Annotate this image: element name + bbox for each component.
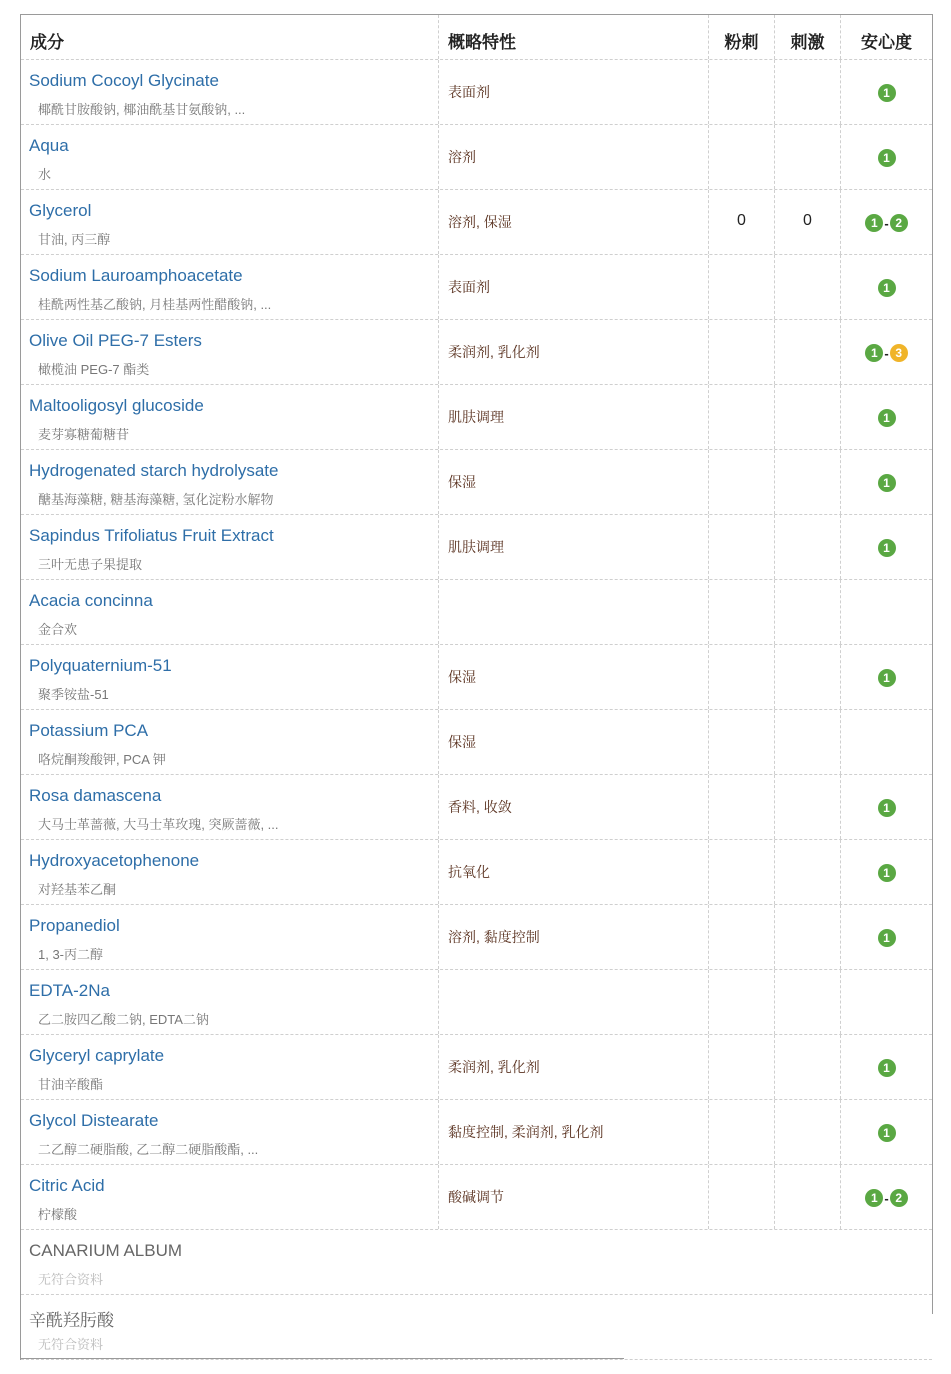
ingredient-name-cell [21,320,438,384]
ingredient-irritation-cell [774,1100,840,1164]
ingredient-irritation-cell [774,515,840,579]
ingredient-property: 柔润剂, 乳化剂 [448,344,540,360]
irritation-value: 0 [803,212,812,229]
ingredient-property-cell [438,450,708,514]
ingredient-safety-cell [840,710,932,774]
header-name: 成分 [30,33,64,52]
ingredient-safety-cell [840,1035,932,1099]
ingredient-row [21,710,932,775]
ingredient-property-cell [438,580,708,644]
ingredient-safety-cell [840,255,932,319]
ingredient-name-cell [21,775,438,839]
ingredient-irritation-cell [774,255,840,319]
ingredient-name-cell [21,840,438,904]
ingredient-name-cell [21,645,438,709]
safety-badge: 1 [878,279,896,297]
ingredient-property-cell [438,320,708,384]
ingredient-aliases: 咯烷酮羧酸钾, PCA 钾 [38,752,166,767]
ingredient-link[interactable]: Sapindus Trifoliatus Fruit Extract [29,526,274,545]
safety-rating [841,474,932,492]
ingredient-row [21,1100,932,1165]
no-data-note: 无符合资料 [38,1272,104,1287]
ingredient-row [21,1165,932,1230]
ingredient-property-cell [438,775,708,839]
ingredient-property-cell [438,1035,708,1099]
ingredient-safety-cell [840,970,932,1034]
ingredient-safety-cell [840,1100,932,1164]
ingredient-property-cell [438,60,708,124]
ingredient-property-cell [438,190,708,254]
safety-range-dash: - [884,1190,889,1206]
ingredient-aliases: 乙二胺四乙酸二钠, EDTA二钠 [38,1012,209,1027]
ingredient-link[interactable]: Acacia concinna [29,591,153,610]
ingredient-name-cell [21,190,438,254]
ingredient-property-cell [438,125,708,189]
ingredient-property: 保湿 [448,474,476,490]
safety-badge: 1 [878,669,896,687]
ingredient-link[interactable]: Sodium Lauroamphoacetate [29,266,243,285]
ingredient-property: 保湿 [448,734,476,750]
ingredient-irritation-cell [774,1035,840,1099]
ingredient-aliases: 醣基海藻糖, 糖基海藻糖, 氢化淀粉水解物 [38,492,274,507]
ingredient-name-cell [21,515,438,579]
safety-badge: 1 [878,864,896,882]
ingredient-name-cell [21,60,438,124]
ingredient-irritation-cell [774,125,840,189]
header-property-cell [438,15,708,59]
ingredient-irritation-cell [774,710,840,774]
ingredient-acne-cell [708,840,774,904]
ingredient-name-cell [21,580,438,644]
ingredient-property-cell [438,255,708,319]
header-acne: 粉刺 [724,33,759,52]
ingredient-row [21,190,932,255]
safety-rating [841,669,932,687]
ingredient-acne-cell [708,125,774,189]
safety-rating [841,344,932,362]
ingredient-link[interactable]: Polyquaternium-51 [29,656,172,675]
ingredient-irritation-cell [774,1165,840,1229]
ingredient-irritation-cell [774,645,840,709]
ingredient-acne-cell [708,320,774,384]
header-acne-cell [708,15,774,59]
ingredient-safety-cell [840,775,932,839]
no-data-cell [21,1230,932,1294]
ingredient-irritation-cell [774,190,840,254]
ingredient-row [21,580,932,645]
ingredient-irritation-cell [774,320,840,384]
ingredient-link[interactable]: Sodium Cocoyl Glycinate [29,71,219,90]
ingredient-irritation-cell [774,970,840,1034]
ingredient-aliases: 橄榄油 PEG-7 酯类 [38,362,150,377]
ingredient-aliases: 1, 3-丙二醇 [38,947,104,962]
header-safety-cell [840,15,932,59]
ingredient-link[interactable]: Potassium PCA [29,721,149,740]
ingredient-name-cell [21,1035,438,1099]
header-irritation: 刺激 [790,33,825,52]
ingredient-property: 肌肤调理 [448,409,504,425]
ingredient-acne-cell [708,710,774,774]
ingredient-link[interactable]: Hydroxyacetophenone [29,851,200,870]
ingredient-link[interactable]: Propanediol [29,916,120,935]
ingredient-property-cell [438,1165,708,1229]
safety-rating [841,149,932,167]
header-irritation-cell [774,15,840,59]
safety-badge: 1 [865,344,883,362]
ingredient-safety-cell [840,840,932,904]
no-data-ingredient-name: 辛酰羟肟酸 [29,1311,114,1330]
ingredient-row [21,1035,932,1100]
ingredient-acne-cell [708,385,774,449]
safety-badge: 1 [878,409,896,427]
safety-badge: 2 [890,214,908,232]
safety-rating [841,929,932,947]
ingredient-aliases: 柠檬酸 [38,1207,78,1222]
header-property: 概略特性 [448,33,516,52]
ingredient-row [21,970,932,1035]
ingredient-link[interactable]: Glycol Distearate [29,1111,159,1130]
ingredient-name-cell [21,1165,438,1229]
no-data-cell [21,1295,932,1359]
ingredient-acne-cell [708,775,774,839]
ingredient-aliases: 麦芽寡糖葡糖苷 [38,427,130,442]
no-data-ingredient-name: CANARIUM ALBUM [29,1241,183,1260]
ingredient-link[interactable]: Hydrogenated starch hydrolysate [29,461,279,480]
ingredient-safety-cell [840,1165,932,1229]
ingredient-property: 香料, 收敛 [448,799,512,815]
safety-badge: 1 [878,149,896,167]
ingredient-safety-cell [840,320,932,384]
safety-rating [841,279,932,297]
ingredient-acne-cell [708,645,774,709]
table-border-right [932,14,933,1314]
ingredient-acne-cell [708,580,774,644]
no-data-note: 无符合资料 [38,1337,104,1352]
ingredient-row [21,385,932,450]
ingredient-aliases: 二乙醇二硬脂酸, 乙二醇二硬脂酸酯, ... [38,1142,259,1157]
ingredient-safety-cell [840,515,932,579]
safety-rating [841,799,932,817]
safety-rating [841,84,932,102]
ingredient-irritation-cell [774,580,840,644]
ingredient-acne-cell [708,905,774,969]
ingredient-aliases: 椰酰甘胺酸钠, 椰油酰基甘氨酸钠, ... [38,102,246,117]
ingredient-name-cell [21,970,438,1034]
ingredient-property-cell [438,905,708,969]
ingredient-acne-cell [708,450,774,514]
ingredient-aliases: 三叶无患子果提取 [38,557,143,572]
header-name-cell [21,15,438,59]
ingredient-link[interactable]: Glycerol [29,201,92,220]
ingredient-property: 柔润剂, 乳化剂 [448,1059,540,1075]
ingredient-link[interactable]: Rosa damascena [29,786,162,805]
ingredient-row [21,840,932,905]
ingredient-name-cell [21,710,438,774]
ingredient-property-cell [438,645,708,709]
ingredient-acne-cell [708,1165,774,1229]
ingredient-property: 黏度控制, 柔润剂, 乳化剂 [448,1124,604,1140]
ingredient-irritation-cell [774,385,840,449]
ingredient-acne-cell [708,60,774,124]
safety-badge: 1 [878,539,896,557]
safety-rating [841,1059,932,1077]
acne-value: 0 [737,212,746,229]
ingredient-name-cell [21,905,438,969]
ingredient-name-cell [21,385,438,449]
ingredient-safety-cell [840,580,932,644]
safety-badge: 1 [878,84,896,102]
safety-rating [841,864,932,882]
safety-rating [841,214,932,232]
ingredient-acne-cell [708,1035,774,1099]
ingredient-acne-cell [708,515,774,579]
ingredient-safety-cell [840,905,932,969]
ingredient-link[interactable]: EDTA-2Na [29,981,110,1000]
ingredient-aliases: 甘油辛酸酯 [38,1077,104,1092]
safety-badge: 1 [878,799,896,817]
safety-badge: 1 [878,1059,896,1077]
ingredient-property: 保湿 [448,669,476,685]
ingredient-property: 表面剂 [448,84,490,100]
ingredient-property: 表面剂 [448,279,490,295]
ingredient-property-cell [438,970,708,1034]
ingredient-property: 抗氧化 [448,864,490,880]
safety-range-dash: - [884,215,889,231]
ingredient-row [21,515,932,580]
ingredient-property-cell [438,840,708,904]
ingredient-acne-cell [708,1100,774,1164]
ingredient-safety-cell [840,450,932,514]
ingredient-row [21,450,932,515]
ingredient-row [21,60,932,125]
safety-badge: 3 [890,344,908,362]
ingredient-property-cell [438,515,708,579]
ingredient-acne-cell [708,970,774,1034]
ingredient-irritation-cell [774,840,840,904]
ingredient-row [21,905,932,970]
ingredient-aliases: 聚季铵盐-51 [38,687,109,702]
ingredient-property: 溶剂, 保湿 [448,214,512,230]
ingredient-aliases: 水 [38,167,52,182]
table-header [21,15,932,60]
ingredient-link[interactable]: Aqua [29,136,69,155]
ingredient-name-cell [21,125,438,189]
ingredient-aliases: 桂酰两性基乙酸钠, 月桂基两性醋酸钠, ... [38,297,272,312]
ingredient-aliases: 金合欢 [38,622,78,637]
safety-badge: 1 [865,1189,883,1207]
safety-badge: 1 [865,214,883,232]
safety-badge: 2 [890,1189,908,1207]
ingredient-property-cell [438,1100,708,1164]
ingredient-property: 肌肤调理 [448,539,504,555]
ingredient-row [21,255,932,320]
ingredient-irritation-cell [774,450,840,514]
no-data-row [21,1230,932,1295]
safety-range-dash: - [884,345,889,361]
no-data-row [21,1295,932,1360]
ingredient-link[interactable]: Olive Oil PEG-7 Esters [29,331,202,350]
ingredient-property-cell [438,710,708,774]
header-safety: 安心度 [861,33,912,52]
ingredient-aliases: 大马士革蔷薇, 大马士革玫瑰, 突厥蔷薇, ... [38,817,279,832]
ingredient-irritation-cell [774,775,840,839]
ingredient-safety-cell [840,60,932,124]
ingredient-safety-cell [840,190,932,254]
safety-rating [841,1124,932,1142]
ingredient-safety-cell [840,645,932,709]
safety-badge: 1 [878,1124,896,1142]
ingredient-name-cell [21,450,438,514]
safety-rating [841,1189,932,1207]
ingredient-safety-cell [840,385,932,449]
ingredient-irritation-cell [774,60,840,124]
ingredient-irritation-cell [774,905,840,969]
ingredient-property: 溶剂, 黏度控制 [448,929,540,945]
ingredient-aliases: 甘油, 丙三醇 [38,232,111,247]
safety-badge: 1 [878,474,896,492]
ingredient-property: 酸碱调节 [448,1189,504,1205]
ingredient-safety-cell [840,125,932,189]
ingredient-aliases: 对羟基苯乙酮 [38,882,117,897]
ingredient-name-cell [21,1100,438,1164]
safety-rating [841,409,932,427]
ingredient-link[interactable]: Citric Acid [29,1176,105,1195]
ingredient-property: 溶剂 [448,149,476,165]
ingredient-acne-cell [708,255,774,319]
ingredient-acne-cell [708,190,774,254]
ingredient-row [21,125,932,190]
ingredient-row [21,775,932,840]
safety-badge: 1 [878,929,896,947]
ingredient-row [21,320,932,385]
ingredient-name-cell [21,255,438,319]
ingredient-link[interactable]: Glyceryl caprylate [29,1046,165,1065]
ingredient-property-cell [438,385,708,449]
ingredient-link[interactable]: Maltooligosyl glucoside [29,396,204,415]
ingredient-row [21,645,932,710]
safety-rating [841,539,932,557]
